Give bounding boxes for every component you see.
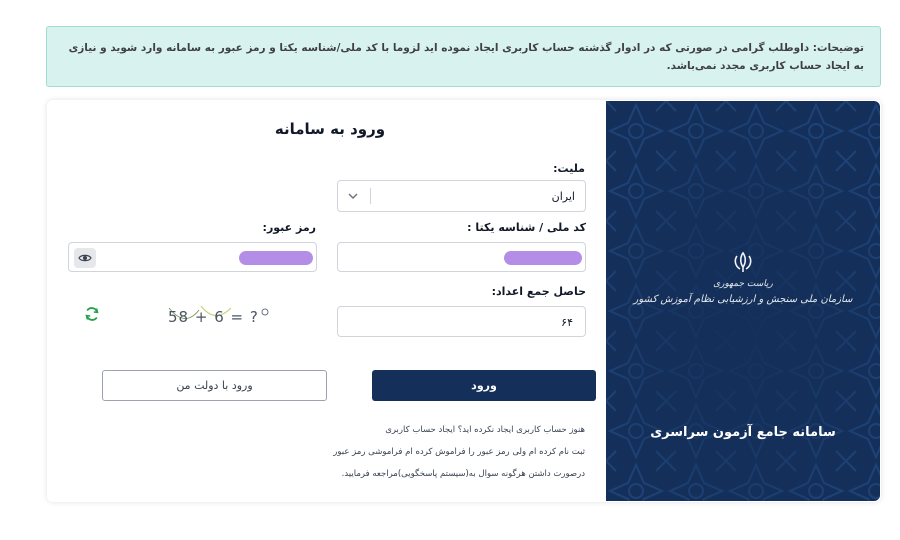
captcha-image [165, 300, 275, 336]
password-input[interactable] [68, 242, 317, 272]
forgot-password-link[interactable]: فراموشی رمز عبور [333, 447, 403, 457]
sum-value: ۶۴ [561, 316, 573, 329]
nationality-value: ایران [551, 190, 575, 203]
org-name: سازمان ملی سنجش و ارزشیابی نظام آموزش کشور [633, 294, 853, 305]
help-register-text: هنوز حساب کاربری ایجاد نکرده اید؟ [457, 425, 585, 435]
eye-icon[interactable] [74, 248, 96, 268]
nationality-select[interactable] [337, 180, 586, 212]
sum-input[interactable] [337, 306, 586, 337]
captcha-text: 58 + 6 = ? [168, 308, 259, 326]
notice-text: توضیحات: داوطلب گرامی در صورتی که در ادوار گذشته حساب کاربری ایجاد نموده اید لزوما با کد ملی/شناسه یکتا و رمز عبور به سامانه وارد شوید و نیازی به ایجاد حساب کاربری مجدد نمی‌باشد. [68, 42, 864, 72]
iran-emblem-icon [606, 251, 880, 277]
redacted-password [239, 251, 313, 265]
brand-panel [606, 101, 880, 501]
create-account-link[interactable]: ایجاد حساب کاربری [385, 425, 456, 435]
help-forgot [320, 447, 585, 457]
help-register [330, 425, 585, 435]
system-name: سامانه جامع آزمون سراسری [650, 425, 836, 440]
nationality-label: ملیت: [553, 162, 585, 175]
help-forgot-text: ثبت نام کرده ام ولی رمز عبور را فراموش کرده ام [405, 447, 585, 457]
help-support: درصورت داشتن هرگونه سوال به(سیستم پاسخگویی)مراجعه فرمایید. [341, 469, 585, 479]
login-button[interactable]: ورود [372, 370, 596, 401]
sum-label: حاصل جمع اعداد: [491, 285, 586, 298]
national-id-input[interactable] [337, 242, 586, 272]
redacted-national-id [504, 251, 582, 265]
chevron-down-icon [346, 189, 360, 203]
national-id-label: کد ملی / شناسه یکتا : [467, 221, 586, 234]
gov-login-button[interactable]: ورود با دولت من [102, 370, 327, 401]
password-label: رمز عبور: [262, 221, 316, 234]
form-title: ورود به سامانه [274, 120, 386, 138]
notice-banner [46, 26, 881, 87]
refresh-icon[interactable] [84, 306, 100, 322]
emblem-title: ریاست جمهوری [713, 279, 773, 289]
select-divider [370, 188, 371, 204]
